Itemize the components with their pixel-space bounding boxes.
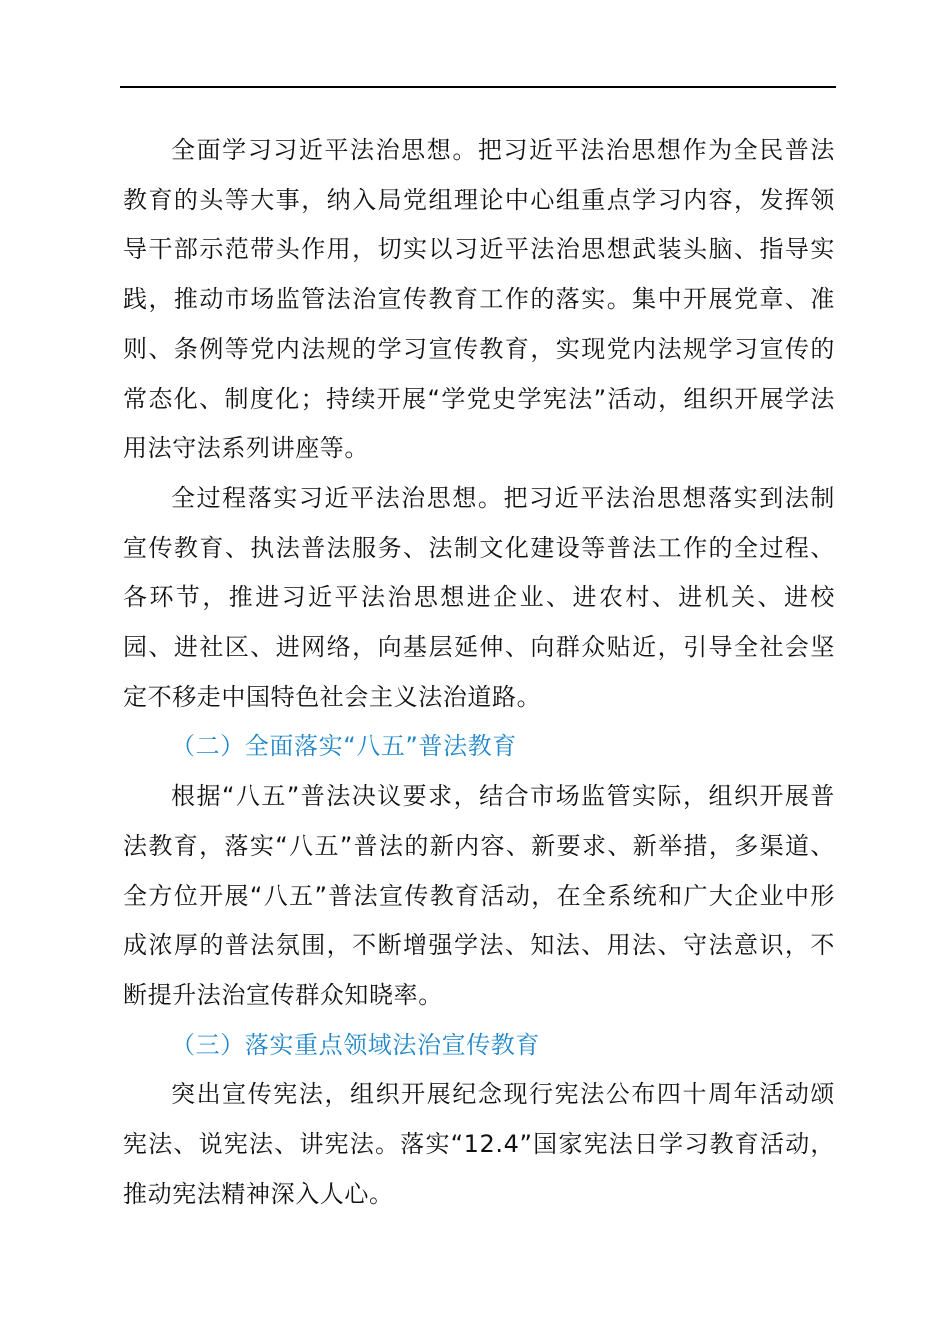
paragraph-study-thought: 全面学习习近平法治思想。把习近平法治思想作为全民普法教育的头等大事，纳入局党组理论中心组重点学习内容，发挥领导干部示范带头作用，切实以习近平法治思想武装头脑、指导实践，推动市场监管法治宣传教育工作的落实。集中开展党章、准则、条例等党内法规的学习宣传教育，实现党内法规学习宣传的常态化、制度化；持续开展“学党史学宪法”活动，组织开展学法用法守法系列讲座等。 [123,136,835,463]
section-heading-eight-five: （二）全面落实“八五”普法教育 [171,732,517,761]
paragraph-eight-five: 根据“八五”普法决议要求，结合市场监管实际，组织开展普法教育，落实“八五”普法的新内容、新要求、新举措，多渠道、全方位开展“八五”普法宣传教育活动，在全系统和广大企业中形成浓厚的普法氛围，不断增强学法、知法、用法、守法意识，不断提升法治宣传群众知晓率。 [123,782,835,1009]
paragraph-implement-thought: 全过程落实习近平法治思想。把习近平法治思想落实到法制宣传教育、执法普法服务、法制文化建设等普法工作的全过程、各环节，推进习近平法治思想进企业、进农村、进机关、进校园、进社区、进网络，向基层延伸、向群众贴近，引导全社会坚定不移走中国特色社会主义法治道路。 [123,483,835,711]
section-heading-key-areas: （三）落实重点领域法治宣传教育 [171,1030,540,1059]
header-rule [120,86,836,88]
document-body [123,126,835,1219]
paragraph-constitution: 突出宣传宪法，组织开展纪念现行宪法公布四十周年活动颂宪法、说宪法、讲宪法。落实“12.4”国家宪法日学习教育活动，推动宪法精神深入人心。 [123,1080,835,1208]
